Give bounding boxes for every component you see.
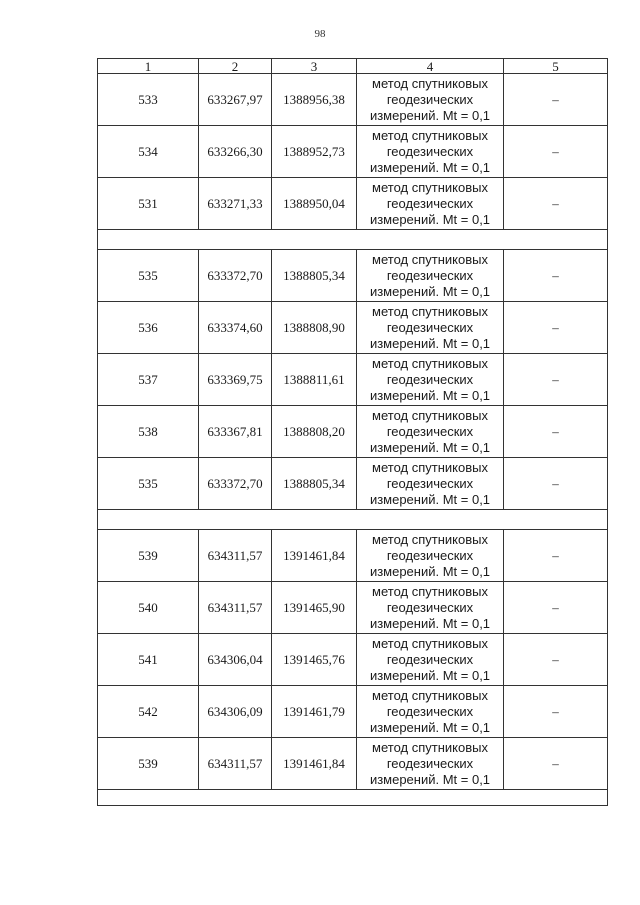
method-line-1: метод спутниковых (372, 407, 488, 423)
table-row (98, 126, 608, 178)
coordinate-x: 633374,60 (199, 302, 272, 354)
table-row (98, 738, 608, 790)
note-dash: – (504, 178, 608, 230)
method-description (357, 582, 504, 634)
note-dash: – (504, 354, 608, 406)
method-description (357, 250, 504, 302)
method-description (357, 178, 504, 230)
method-line-2: геодезических (386, 755, 474, 771)
point-number: 535 (98, 250, 199, 302)
method-description (357, 686, 504, 738)
method-line-1: метод спутниковых (372, 739, 488, 755)
coordinate-y: 1388811,61 (272, 354, 357, 406)
column-header-1: 1 (98, 59, 199, 74)
coordinate-y: 1391461,79 (272, 686, 357, 738)
coordinate-y: 1388950,04 (272, 178, 357, 230)
method-line-1: метод спутниковых (372, 127, 488, 143)
coordinate-x: 634311,57 (199, 530, 272, 582)
method-line-2: геодезических (386, 475, 474, 491)
coordinate-x: 633372,70 (199, 458, 272, 510)
column-header-5: 5 (504, 59, 608, 74)
point-number: 542 (98, 686, 199, 738)
method-line-3: измерений. Mt = 0,1 (369, 615, 491, 631)
method-line-1: метод спутниковых (372, 687, 488, 703)
method-line-2: геодезических (386, 267, 474, 283)
coordinate-y: 1388808,20 (272, 406, 357, 458)
table-row (98, 250, 608, 302)
coordinates-table (97, 58, 608, 806)
point-number: 534 (98, 126, 199, 178)
method-description (357, 530, 504, 582)
group-separator-row (98, 510, 608, 530)
table-row (98, 302, 608, 354)
method-line-1: метод спутниковых (372, 251, 488, 267)
point-number: 536 (98, 302, 199, 354)
table-row (98, 530, 608, 582)
method-line-1: метод спутниковых (372, 531, 488, 547)
coordinate-x: 633367,81 (199, 406, 272, 458)
method-line-2: геодезических (386, 423, 474, 439)
method-line-1: метод спутниковых (372, 75, 488, 91)
table-row (98, 686, 608, 738)
coordinate-y: 1391461,84 (272, 738, 357, 790)
note-dash: – (504, 458, 608, 510)
method-description (357, 738, 504, 790)
note-dash: – (504, 250, 608, 302)
method-line-2: геодезических (386, 371, 474, 387)
coordinate-y: 1388808,90 (272, 302, 357, 354)
method-line-3: измерений. Mt = 0,1 (369, 771, 491, 787)
method-line-1: метод спутниковых (372, 635, 488, 651)
method-line-2: геодезических (386, 319, 474, 335)
table-row (98, 178, 608, 230)
method-line-2: геодезических (386, 651, 474, 667)
method-line-1: метод спутниковых (372, 303, 488, 319)
coordinate-x: 633369,75 (199, 354, 272, 406)
column-header-2: 2 (199, 59, 272, 74)
method-line-3: измерений. Mt = 0,1 (369, 107, 491, 123)
coordinate-x: 634311,57 (199, 582, 272, 634)
table-row (98, 354, 608, 406)
coordinate-y: 1388805,34 (272, 458, 357, 510)
table-row (98, 582, 608, 634)
coordinate-y: 1388956,38 (272, 74, 357, 126)
table-body (98, 74, 608, 806)
table-row (98, 406, 608, 458)
method-line-3: измерений. Mt = 0,1 (369, 387, 491, 403)
point-number: 531 (98, 178, 199, 230)
point-number: 541 (98, 634, 199, 686)
coordinate-x: 633267,97 (199, 74, 272, 126)
point-number: 538 (98, 406, 199, 458)
coordinate-y: 1388952,73 (272, 126, 357, 178)
note-dash: – (504, 686, 608, 738)
method-line-2: геодезических (386, 547, 474, 563)
note-dash: – (504, 530, 608, 582)
point-number: 540 (98, 582, 199, 634)
method-line-3: измерений. Mt = 0,1 (369, 563, 491, 579)
method-line-3: измерений. Mt = 0,1 (369, 719, 491, 735)
method-line-2: геодезических (386, 703, 474, 719)
coordinate-x: 634306,09 (199, 686, 272, 738)
note-dash: – (504, 634, 608, 686)
group-separator-row (98, 790, 608, 806)
coordinate-y: 1388805,34 (272, 250, 357, 302)
coordinate-x: 633372,70 (199, 250, 272, 302)
method-line-1: метод спутниковых (372, 459, 488, 475)
point-number: 535 (98, 458, 199, 510)
table-row (98, 458, 608, 510)
table-header-row (98, 59, 608, 74)
method-line-3: измерений. Mt = 0,1 (369, 283, 491, 299)
method-description (357, 302, 504, 354)
method-line-2: геодезических (386, 143, 474, 159)
method-line-1: метод спутниковых (372, 179, 488, 195)
note-dash: – (504, 406, 608, 458)
method-description (357, 74, 504, 126)
coordinate-x: 634306,04 (199, 634, 272, 686)
note-dash: – (504, 738, 608, 790)
point-number: 537 (98, 354, 199, 406)
method-description (357, 126, 504, 178)
method-line-3: измерений. Mt = 0,1 (369, 667, 491, 683)
coordinate-y: 1391465,76 (272, 634, 357, 686)
column-header-3: 3 (272, 59, 357, 74)
group-separator-row (98, 230, 608, 250)
coordinate-y: 1391461,84 (272, 530, 357, 582)
point-number: 539 (98, 738, 199, 790)
method-line-1: метод спутниковых (372, 355, 488, 371)
method-line-2: геодезических (386, 195, 474, 211)
group-separator (98, 510, 608, 530)
method-line-2: геодезических (386, 599, 474, 615)
table-row (98, 634, 608, 686)
coordinate-x: 634311,57 (199, 738, 272, 790)
group-separator (98, 790, 608, 806)
note-dash: – (504, 74, 608, 126)
method-description (357, 634, 504, 686)
method-line-3: измерений. Mt = 0,1 (369, 211, 491, 227)
method-line-3: измерений. Mt = 0,1 (369, 491, 491, 507)
method-line-2: геодезических (386, 91, 474, 107)
method-line-1: метод спутниковых (372, 583, 488, 599)
coordinate-x: 633266,30 (199, 126, 272, 178)
method-line-3: измерений. Mt = 0,1 (369, 159, 491, 175)
column-header-4: 4 (357, 59, 504, 74)
table-row (98, 74, 608, 126)
method-line-3: измерений. Mt = 0,1 (369, 335, 491, 351)
coordinate-y: 1391465,90 (272, 582, 357, 634)
note-dash: – (504, 582, 608, 634)
method-description (357, 354, 504, 406)
method-description (357, 458, 504, 510)
method-line-3: измерений. Mt = 0,1 (369, 439, 491, 455)
method-description (357, 406, 504, 458)
coordinate-x: 633271,33 (199, 178, 272, 230)
note-dash: – (504, 302, 608, 354)
point-number: 533 (98, 74, 199, 126)
page-number: 98 (314, 28, 326, 40)
point-number: 539 (98, 530, 199, 582)
group-separator (98, 230, 608, 250)
note-dash: – (504, 126, 608, 178)
